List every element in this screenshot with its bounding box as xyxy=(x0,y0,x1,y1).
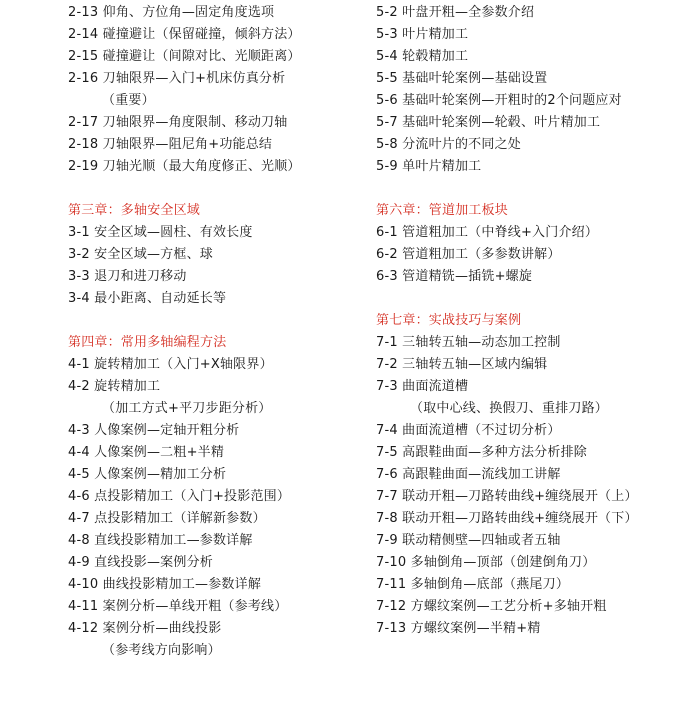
toc-item: 4-5 人像案例—精加工分析 xyxy=(68,467,227,482)
toc-item: 7-4 曲面流道槽（不过切分析） xyxy=(376,423,561,438)
chapter-heading: 第三章：多轴安全区域 xyxy=(68,203,201,218)
toc-item: 5-8 分流叶片的不同之处 xyxy=(376,137,521,152)
section-spacer xyxy=(376,178,696,200)
chapter-heading: 第四章：常用多轴编程方法 xyxy=(68,335,227,350)
section-spacer xyxy=(68,178,368,200)
toc-item: 4-7 点投影精加工（详解新参数） xyxy=(68,511,266,526)
toc-item: 3-1 安全区域—圆柱、有效长度 xyxy=(68,225,253,240)
toc-item: 4-3 人像案例—定轴开粗分析 xyxy=(68,423,240,438)
toc-item: 7-11 多轴倒角—底部（燕尾刀） xyxy=(376,577,570,592)
toc-item: 7-7 联动开粗—刀路转曲线+缠绕展开（上） xyxy=(376,489,638,504)
toc-item-continuation: （加工方式+平刀步距分析） xyxy=(102,401,272,416)
toc-item: 2-18 刀轴限界—阻尼角+功能总结 xyxy=(68,137,273,152)
toc-item: 7-2 三轴转五轴—区域内编辑 xyxy=(376,357,548,372)
toc-item: 2-19 刀轴光顺（最大角度修正、光顺） xyxy=(68,159,301,174)
toc-item: 5-2 叶盘开粗—全参数介绍 xyxy=(376,5,535,20)
toc-item: 7-6 高跟鞋曲面—流线加工讲解 xyxy=(376,467,561,482)
toc-item: 4-8 直线投影精加工—参数详解 xyxy=(68,533,253,548)
chapter-heading: 第六章：管道加工板块 xyxy=(376,203,509,218)
toc-item: 5-9 单叶片精加工 xyxy=(376,159,482,174)
section-spacer xyxy=(376,288,696,310)
toc-item: 6-2 管道粗加工（多参数讲解） xyxy=(376,247,561,262)
toc-item: 7-8 联动开粗—刀路转曲线+缠绕展开（下） xyxy=(376,511,638,526)
chapter-heading: 第七章：实战技巧与案例 xyxy=(376,313,522,328)
toc-item-continuation: （参考线方向影响） xyxy=(102,643,221,658)
toc-item-continuation: （重要） xyxy=(102,93,155,108)
toc-item: 4-4 人像案例—二粗+半精 xyxy=(68,445,225,460)
toc-item: 2-13 仰角、方位角—固定角度选项 xyxy=(68,5,275,20)
toc-item: 6-1 管道粗加工（中脊线+入门介绍） xyxy=(376,225,599,240)
left-column xyxy=(68,2,368,662)
toc-item: 5-4 轮毂精加工 xyxy=(376,49,469,64)
section-spacer xyxy=(68,310,368,332)
toc-item: 5-5 基础叶轮案例—基础设置 xyxy=(376,71,548,86)
toc-item: 6-3 管道精铣—插铣+螺旋 xyxy=(376,269,533,284)
toc-item: 2-17 刀轴限界—角度限制、移动刀轴 xyxy=(68,115,288,130)
toc-item-continuation: （取中心线、换假刀、重排刀路） xyxy=(410,401,609,416)
toc-item: 5-3 叶片精加工 xyxy=(376,27,469,42)
toc-item: 5-7 基础叶轮案例—轮毂、叶片精加工 xyxy=(376,115,601,130)
toc-item: 4-1 旋转精加工（入门+X轴限界） xyxy=(68,357,273,372)
toc-item: 4-12 案例分析—曲线投影 xyxy=(68,621,222,636)
toc-item: 7-9 联动精侧壁—四轴或者五轴 xyxy=(376,533,561,548)
toc-item: 4-2 旋转精加工 xyxy=(68,379,161,394)
toc-item: 4-6 点投影精加工（入门+投影范围） xyxy=(68,489,291,504)
toc-item: 5-6 基础叶轮案例—开粗时的2个问题应对 xyxy=(376,93,622,108)
toc-item: 4-11 案例分析—单线开粗（参考线） xyxy=(68,599,288,614)
toc-item: 7-10 多轴倒角—顶部（创建倒角刀） xyxy=(376,555,596,570)
toc-item: 7-3 曲面流道槽 xyxy=(376,379,469,394)
toc-item: 7-5 高跟鞋曲面—多种方法分析排除 xyxy=(376,445,587,460)
toc-item: 3-2 安全区域—方框、球 xyxy=(68,247,213,262)
toc-item: 2-16 刀轴限界—入门+机床仿真分析 xyxy=(68,71,286,86)
right-column xyxy=(376,2,696,640)
toc-item: 4-9 直线投影—案例分析 xyxy=(68,555,213,570)
toc-item: 3-4 最小距离、自动延长等 xyxy=(68,291,227,306)
toc-item: 7-1 三轴转五轴—动态加工控制 xyxy=(376,335,561,350)
toc-item: 2-14 碰撞避让（保留碰撞，倾斜方法） xyxy=(68,27,301,42)
toc-item: 2-15 碰撞避让（间隙对比、光顺距离） xyxy=(68,49,301,64)
toc-item: 7-12 方螺纹案例—工艺分析+多轴开粗 xyxy=(376,599,607,614)
toc-item: 4-10 曲线投影精加工—参数详解 xyxy=(68,577,262,592)
toc-item: 3-3 退刀和进刀移动 xyxy=(68,269,187,284)
toc-item: 7-13 方螺纹案例—半精+精 xyxy=(376,621,541,636)
